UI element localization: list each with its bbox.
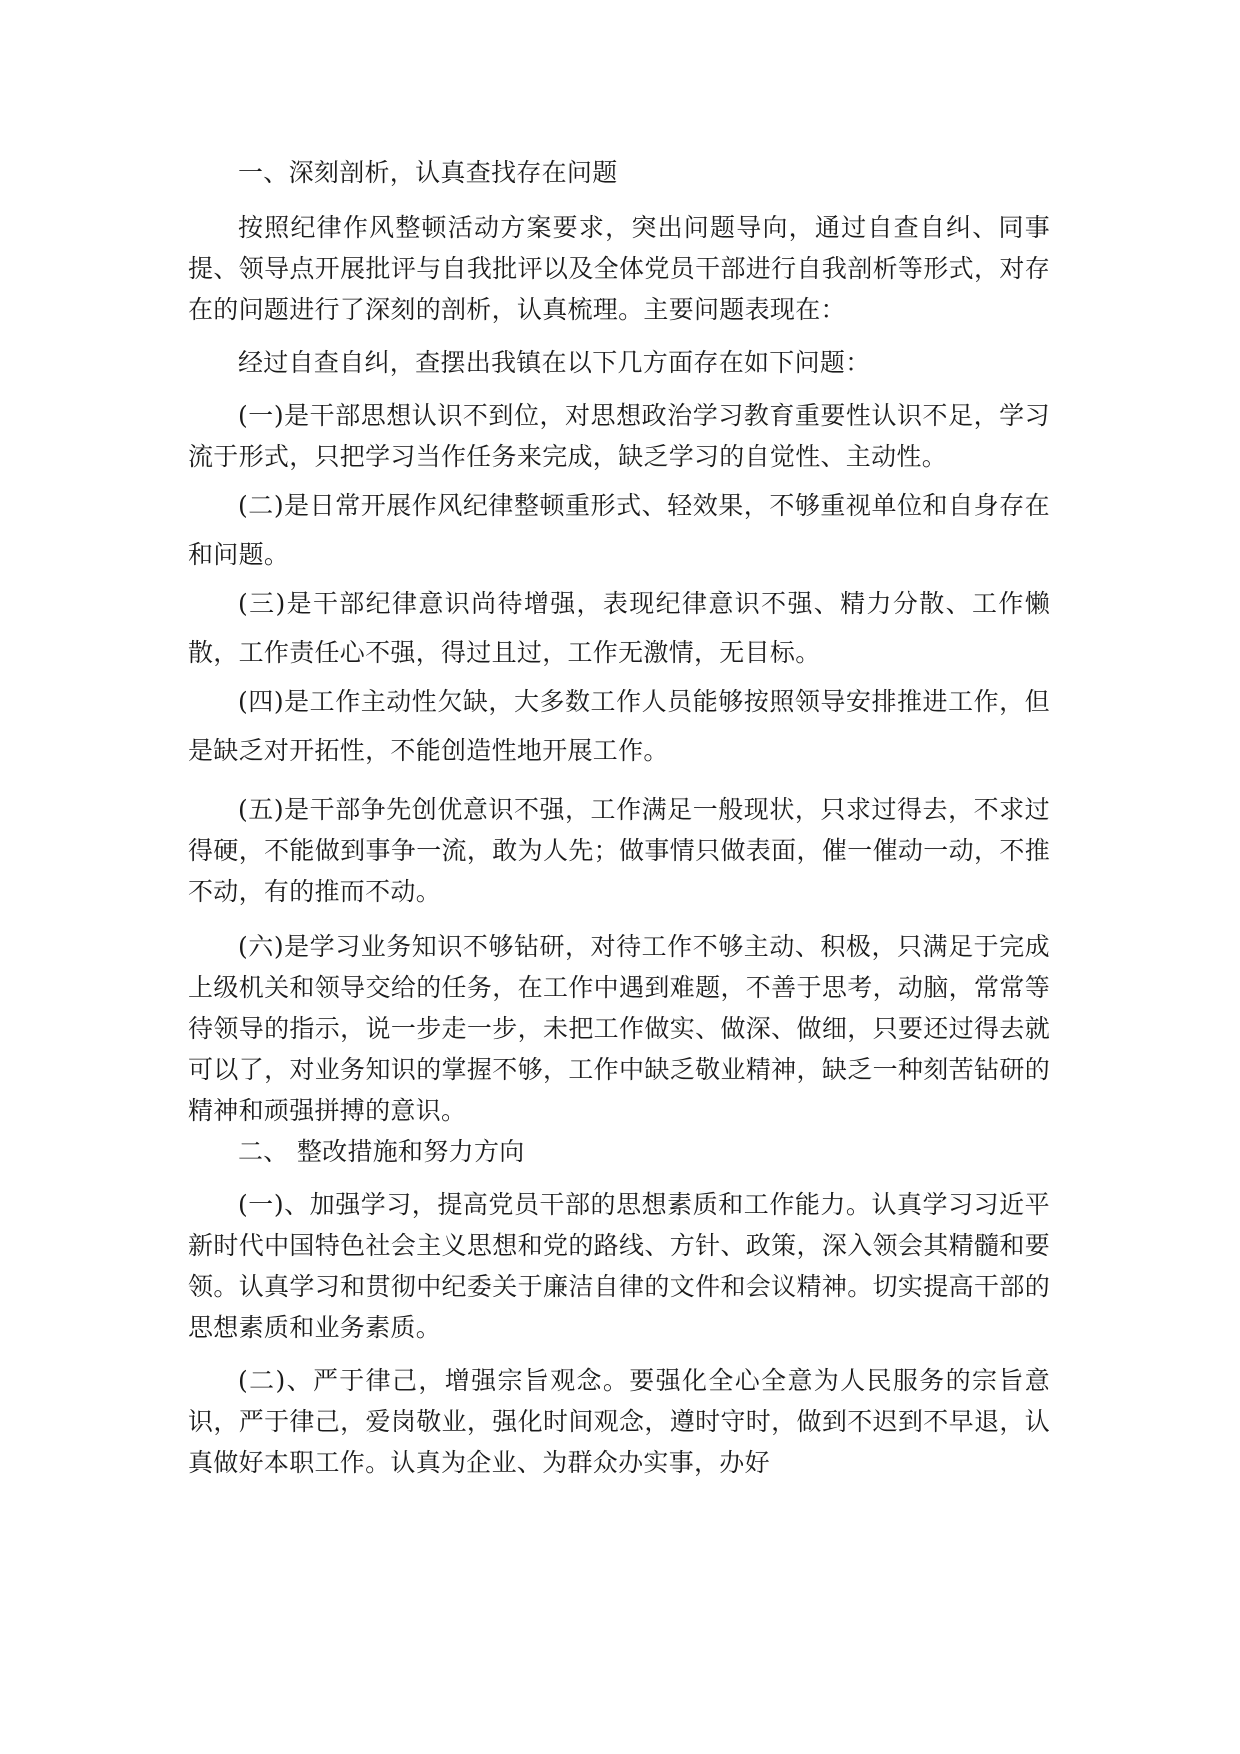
problem-item-6: (六)是学习业务知识不够钻研，对待工作不够主动、积极，只满足于完成上级机关和领导交给的任务，在工作中遇到难题，不善于思考，动脑，常常等待领导的指示，说一步走一步，未把工作做实、做深、做细，只要还过得去就可以了，对业务知识的掌握不够，工作中缺乏敬业精神，缺乏一种刻苦钻研的精神和顽强拼搏的意识。 <box>188 932 1050 1125</box>
paragraph-intro: 按照纪律作风整顿活动方案要求，突出问题导向，通过自查自纠、同事提、领导点开展批评与自我批评以及全体党员干部进行自我剖析等形式，对存在的问题进行了深刻的剖析，认真梳理。主要问题表现在： <box>188 213 1050 324</box>
document-body <box>188 152 1050 1483</box>
problem-item-4: (四)是工作主动性欠缺，大多数工作人员能够按照领导安排推进工作，但是缺乏对开拓性，不能创造性地开展工作。 <box>188 687 1050 765</box>
measure-item-2: (二)、严于律己，增强宗旨观念。要强化全心全意为人民服务的宗旨意识，严于律己，爱岗敬业，强化时间观念，遵时守时，做到不迟到不早退，认真做好本职工作。认真为企业、为群众办实事，办好 <box>188 1366 1050 1477</box>
section-heading-problems: 一、深刻剖析，认真查找存在问题 <box>238 158 618 187</box>
section-heading-measures: 二、 整改措施和努力方向 <box>238 1137 525 1166</box>
problem-item-2: (二)是日常开展作风纪律整顿重形式、轻效果，不够重视单位和自身存在和问题。 <box>188 491 1050 569</box>
problem-item-5: (五)是干部争先创优意识不强，工作满足一般现状，只求过得去，不求过得硬，不能做到事争一流，敢为人先；做事情只做表面，催一催动一动，不推不动，有的推而不动。 <box>188 795 1050 906</box>
paragraph-summary: 经过自查自纠，查摆出我镇在以下几方面存在如下问题： <box>238 348 871 377</box>
problem-item-1: (一)是干部思想认识不到位，对思想政治学习教育重要性认识不足，学习流于形式，只把学习当作任务来完成，缺乏学习的自觉性、主动性。 <box>188 401 1050 471</box>
measure-item-1: (一)、加强学习，提高党员干部的思想素质和工作能力。认真学习习近平新时代中国特色社会主义思想和党的路线、方针、政策，深入领会其精髓和要领。认真学习和贯彻中纪委关于廉洁自律的文件和会议精神。切实提高干部的思想素质和业务素质。 <box>188 1190 1050 1342</box>
problem-item-3: (三)是干部纪律意识尚待增强，表现纪律意识不强、精力分散、工作懒散，工作责任心不强，得过且过，工作无激情，无目标。 <box>188 589 1050 667</box>
